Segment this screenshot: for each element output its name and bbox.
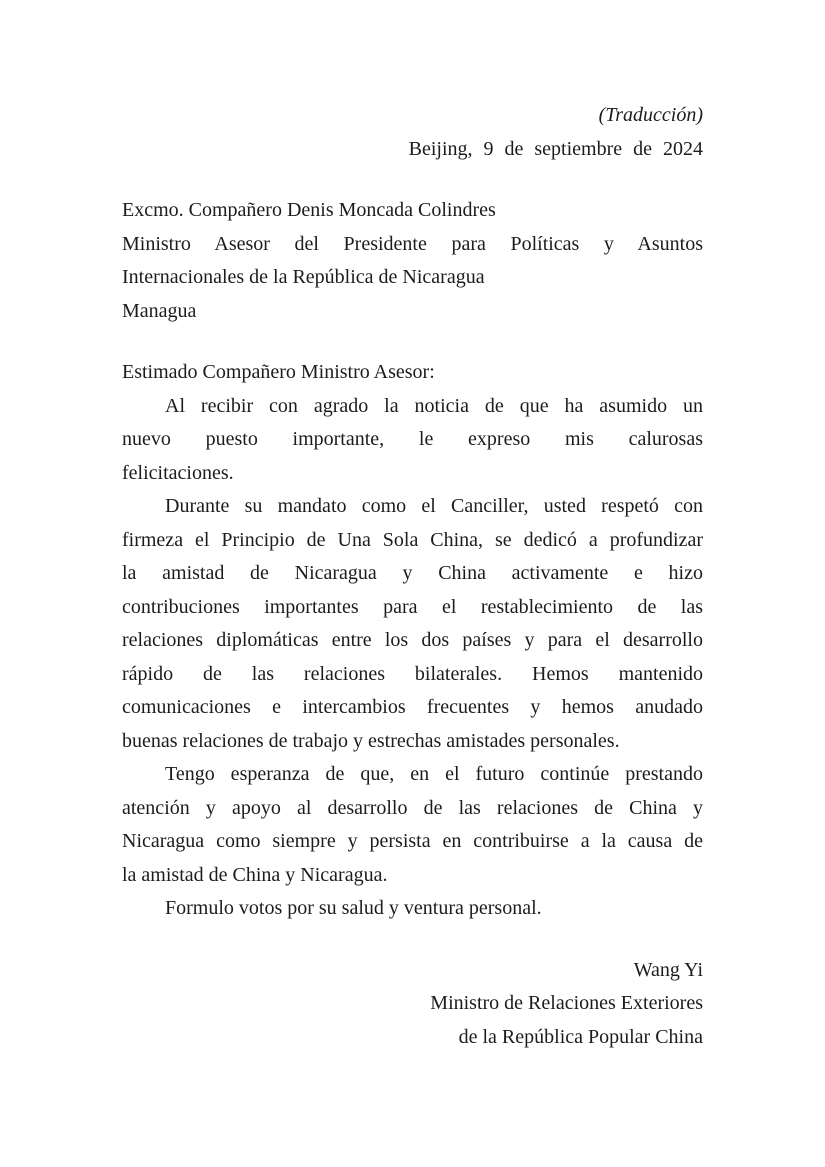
body-line: Tengo esperanza de que, en el futuro continúe prestando [165, 763, 703, 785]
body-line: atención y apoyo al desarrollo de las relaciones de China y [122, 796, 703, 819]
body-line: Al recibir con agrado la noticia de que ha asumido un [165, 394, 703, 417]
body-line: Durante su mandato como el Canciller, usted respetó con [165, 495, 703, 517]
body-line: Nicaragua como siempre y persista en contribuirse a la causa de [122, 830, 703, 852]
body-line: buenas relaciones de trabajo y estrechas amistades personales. [122, 729, 620, 752]
body-paragraph-1 [122, 390, 703, 491]
recipient-title-line-2: Internacionales de la República de Nicaragua [122, 266, 485, 288]
body-line: contribuciones importantes para el restablecimiento de las [122, 595, 703, 618]
signature-role-line-1: Ministro de Relaciones Exteriores [430, 992, 703, 1014]
body-line: firmeza el Principio de Una Sola China, se dedicó a profundizar [122, 528, 703, 551]
body-line: felicitaciones. [122, 461, 234, 484]
translation-note: (Traducción) [598, 104, 703, 126]
signature-role-line-2: de la República Popular China [458, 1025, 703, 1048]
recipient-city: Managua [122, 299, 197, 322]
body-paragraph-4 [122, 892, 703, 926]
body-line: comunicaciones e intercambios frecuentes y hemos anudado [122, 696, 703, 718]
recipient-block [122, 194, 703, 328]
body-line: la amistad de Nicaragua y China activamente e hizo [122, 562, 703, 584]
recipient-title-line-1: Ministro Asesor del Presidente para Políticas y Asuntos [122, 232, 703, 255]
body-line: nuevo puesto importante, le expreso mis calurosas [122, 428, 703, 450]
letter-body [122, 356, 703, 926]
signature-block [122, 954, 703, 1055]
body-line: rápido de las relaciones bilaterales. Hemos mantenido [122, 662, 703, 685]
body-line: Formulo votos por su salud y ventura personal. [165, 897, 542, 919]
body-paragraph-2 [122, 490, 703, 758]
signature-name: Wang Yi [633, 958, 703, 981]
dateline: Beijing, 9 de septiembre de 2024 [408, 137, 703, 160]
body-paragraph-3 [122, 758, 703, 892]
body-line: la amistad de China y Nicaragua. [122, 863, 388, 886]
recipient-name: Excmo. Compañero Denis Moncada Colindres [122, 199, 496, 221]
salutation: Estimado Compañero Ministro Asesor: [122, 361, 435, 383]
body-line: relaciones diplomáticas entre los dos países y para el desarrollo [122, 629, 703, 651]
